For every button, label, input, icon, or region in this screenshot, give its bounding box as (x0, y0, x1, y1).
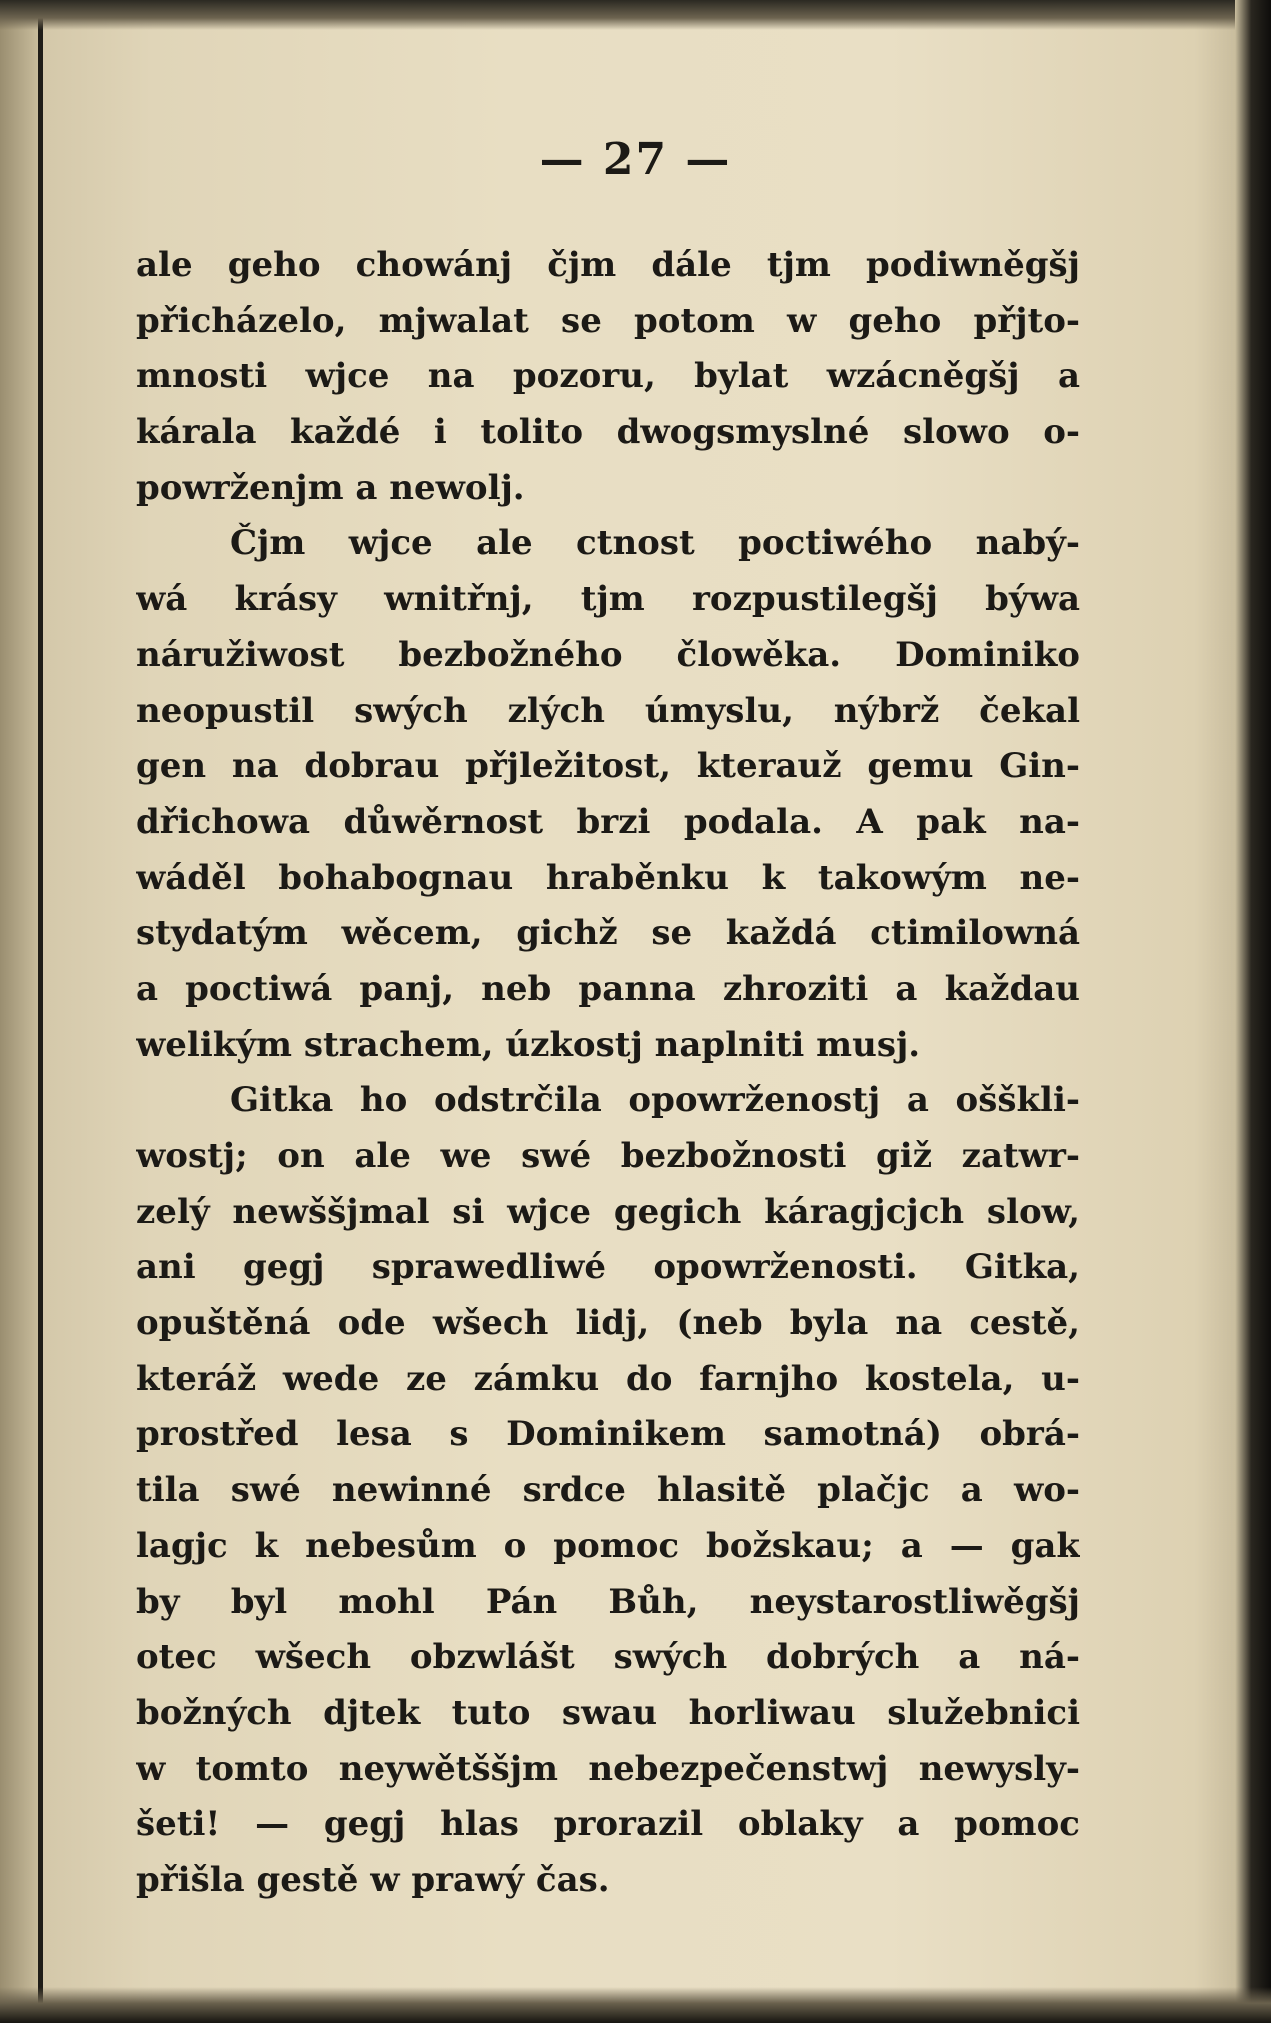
text-line: ani gegj sprawedliwé opowrženosti. Gitka, (136, 1247, 1080, 1288)
text-line: wáděl bohabognau hraběnku k takowým ne- (136, 857, 1080, 898)
text-line: lagjc k nebesům o pomoc božskau; a — gak (136, 1525, 1080, 1566)
bottom-scan-edge (0, 1987, 1271, 2023)
text-line: mnosti wjce na pozoru, bylat wzácněgšj a (136, 356, 1080, 397)
text-line: wá krásy wnitřnj, tjm rozpustilegšj býwa (136, 579, 1080, 620)
text-line: přišla gestě w prawý čas. (136, 1859, 610, 1900)
text-line: tila swé newinné srdce hlasitě plačjc a wo- (136, 1470, 1080, 1511)
paragraph-1 (136, 238, 1080, 516)
top-scan-edge (0, 0, 1271, 30)
text-line: welikým strachem, úzkostj naplniti musj. (136, 1024, 921, 1065)
text-line: náružiwost bezbožného člowěka. Dominiko (136, 634, 1080, 675)
text-line: božných djtek tuto swau horliwau služebnici (136, 1692, 1080, 1733)
text-line: dřichowa důwěrnost brzi podala. A pak na- (136, 801, 1080, 842)
body-text (136, 238, 1080, 1909)
text-line: kárala každé i tolito dwogsmyslné slowo o- (136, 412, 1080, 453)
text-line: kteráž wede ze zámku do farnjho kostela, u- (136, 1358, 1080, 1399)
text-line: šeti! — gegj hlas prorazil oblaky a pomoc (136, 1804, 1080, 1845)
text-line: by byl mohl Pán Bůh, neystarostliwěgšj (136, 1581, 1080, 1622)
page-number: — 27 — (539, 134, 732, 185)
text-line: powrženjm a newolj. (136, 467, 525, 508)
text-line: ale geho chowánj čjm dále tjm podiwněgšj (136, 245, 1080, 285)
text-line: Čjm wjce ale ctnost poctiwého nabý- (230, 523, 1080, 564)
text-line: w tomto neywětššjm nebezpečenstwj newysly- (136, 1748, 1080, 1789)
paragraph-3 (136, 1073, 1080, 1908)
text-line: přicházelo, mjwalat se potom w geho přjto- (136, 300, 1080, 341)
text-line: Gitka ho odstrčila opowrženostj a ošškli- (230, 1080, 1080, 1121)
text-line: neopustil swých zlých úmyslu, nýbrž čekal (136, 690, 1080, 731)
text-line: otec wšech obzwlášt swých dobrých a ná- (136, 1637, 1080, 1678)
text-line: prostřed lesa s Dominikem samotná) obrá- (136, 1414, 1080, 1455)
binding-gutter (38, 0, 43, 2023)
text-line: opuštěná ode wšech lidj, (neb byla na cestě, (136, 1303, 1080, 1344)
text-line: zelý newššjmal si wjce gegich káragjcjch slow, (136, 1191, 1080, 1232)
right-scan-edge (1235, 0, 1271, 2023)
text-line: gen na dobrau přjležitost, kterauž gemu Gin- (136, 746, 1080, 787)
gutter-shadow (0, 0, 38, 2023)
paragraph-2 (136, 516, 1080, 1073)
text-line: a poctiwá panj, neb panna zhroziti a každau (136, 968, 1080, 1009)
text-line: wostj; on ale we swé bezbožnosti giž zatwr- (136, 1136, 1080, 1176)
text-line: stydatým wěcem, gichž se každá ctimilowná (136, 913, 1080, 954)
